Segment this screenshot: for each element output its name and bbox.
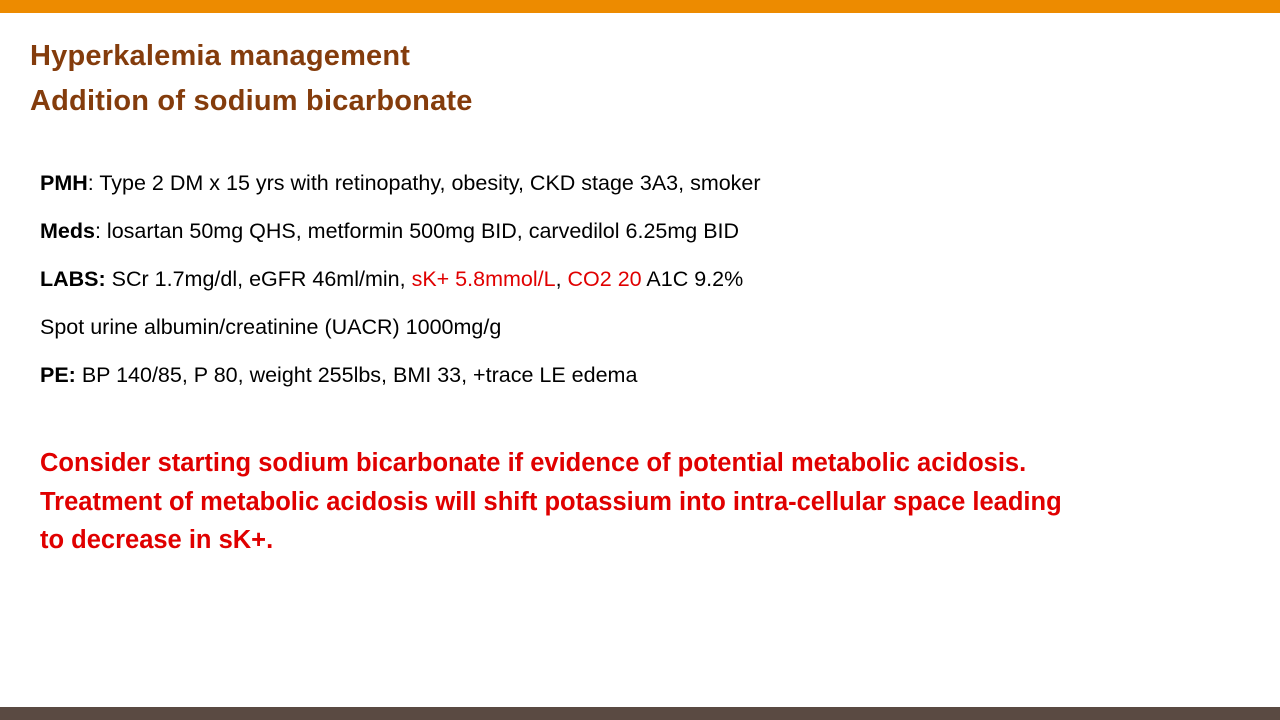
labs-text-2: A1C 9.2% [641, 267, 744, 291]
bottom-accent-bar [0, 707, 1280, 720]
labs-separator: , [555, 267, 568, 291]
recommendation-line-2: Treatment of metabolic acidosis will shift potassium into intra-cellular space leading [40, 487, 1062, 516]
labs-potassium: sK+ 5.8mmol/L [411, 267, 556, 291]
pmh-separator: : [87, 171, 94, 195]
meds-row [40, 213, 761, 261]
urine-row [40, 309, 761, 357]
pe-text: BP 140/85, P 80, weight 255lbs, BMI 33, +trace LE edema [75, 363, 638, 387]
pe-label: PE: [40, 363, 76, 387]
slide-title-line-2: Addition of sodium bicarbonate [30, 85, 473, 117]
recommendation-line-3: to decrease in sK+. [40, 526, 274, 554]
case-details [40, 165, 761, 405]
pe-row [40, 357, 761, 405]
urine-text: Spot urine albumin/creatinine (UACR) 1000mg/g [40, 315, 502, 339]
top-accent-bar [0, 0, 1280, 13]
meds-text: losartan 50mg QHS, metformin 500mg BID, carvedilol 6.25mg BID [100, 219, 740, 243]
labs-label: LABS: [40, 267, 106, 291]
slide-title [30, 34, 473, 124]
slide-title-line-1: Hyperkalemia management [30, 40, 411, 72]
recommendation-line-1: Consider starting sodium bicarbonate if evidence of potential metabolic acidosis. [40, 449, 1027, 477]
labs-row [40, 261, 761, 309]
meds-label: Meds [40, 219, 95, 243]
pmh-row [40, 165, 761, 213]
labs-co2: CO2 20 [567, 267, 642, 291]
recommendation-note [40, 444, 1220, 560]
pmh-text: Type 2 DM x 15 yrs with retinopathy, obesity, CKD stage 3A3, smoker [93, 171, 761, 195]
labs-text-1: SCr 1.7mg/dl, eGFR 46ml/min, [105, 267, 412, 291]
meds-separator: : [94, 219, 101, 243]
pmh-label: PMH [40, 171, 88, 195]
